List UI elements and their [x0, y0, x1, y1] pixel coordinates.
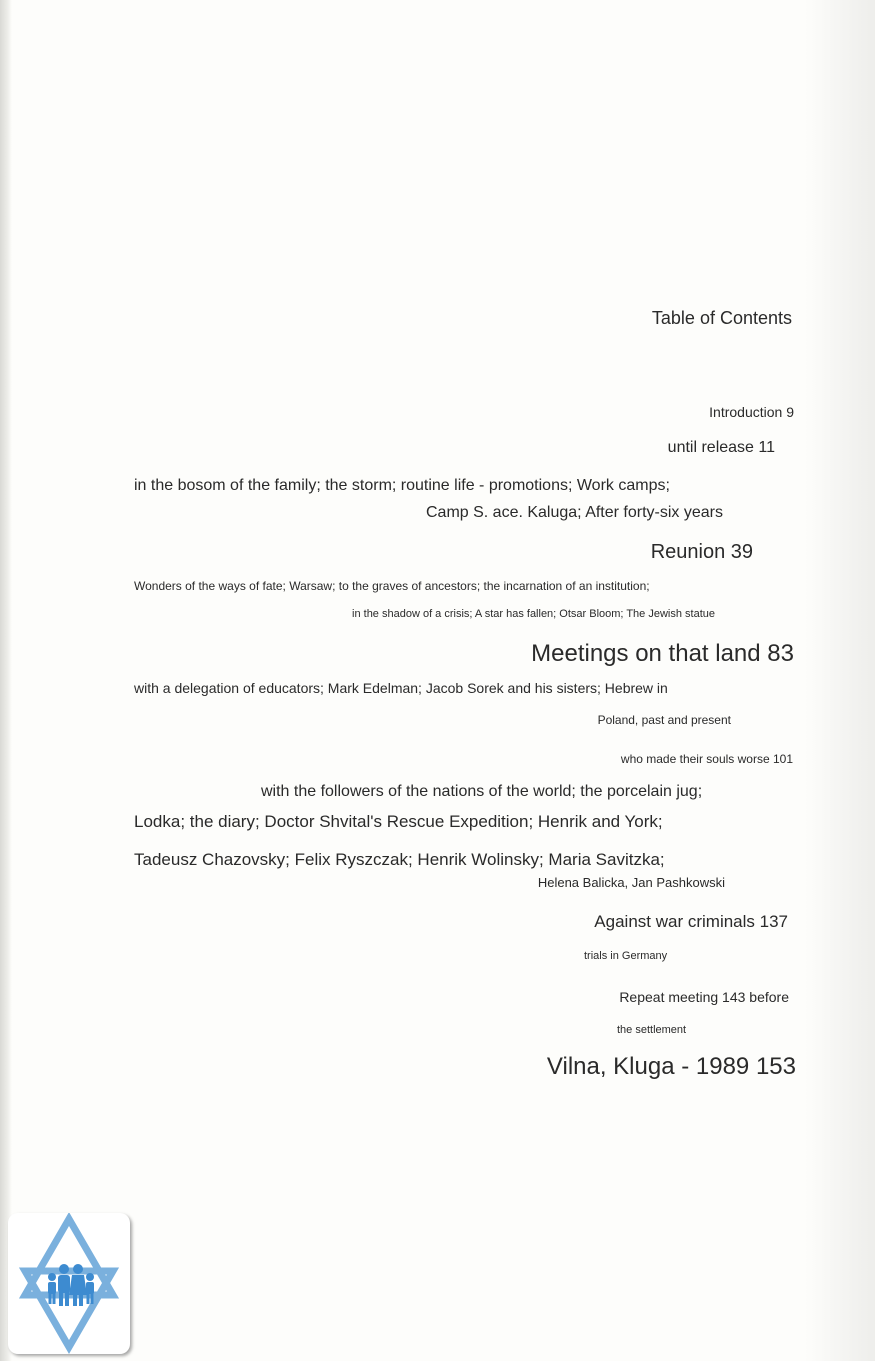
section3-line1: with a delegation of educators; Mark Edelman; Jacob Sorek and his sisters; Hebrew in [134, 680, 668, 696]
toc-title: Table of Contents [651, 308, 792, 328]
section4-line3: Tadeusz Chazovsky; Felix Ryszczak; Henrik Wolinsky; Maria Savitzka; [134, 850, 665, 869]
section6-heading: Repeat meeting 143 before [619, 989, 789, 1005]
section1-line1: in the bosom of the family; the storm; routine life - promotions; Work camps; [134, 477, 670, 494]
section2-line2: in the shadow of a crisis; A star has fallen; Otsar Bloom; The Jewish statue [352, 608, 715, 620]
toc-introduction: Introduction 9 [709, 404, 794, 420]
section4-line2: Lodka; the diary; Doctor Shvital's Rescue Expedition; Henrik and York; [134, 812, 663, 831]
section2-heading: Reunion 39 [650, 541, 753, 563]
section7-heading: Vilna, Kluga - 1989 153 [546, 1053, 796, 1080]
section4-line4: Helena Balicka, Jan Pashkowski [537, 875, 725, 890]
section3-heading: Meetings on that land 83 [531, 640, 794, 667]
section4-heading: who made their souls worse 101 [620, 752, 793, 766]
section1-line2: Camp S. ace. Kaluga; After forty-six years [425, 504, 723, 521]
section2-line1: Wonders of the ways of fate; Warsaw; to the graves of ancestors; the incarnation of an institution; [134, 579, 650, 593]
section1-heading: until release 11 [667, 439, 775, 456]
section3-line2: Poland, past and present [597, 713, 731, 727]
star-of-david-family-icon [8, 1213, 130, 1354]
page-right-shade [805, 0, 875, 1361]
section5-heading: Against war criminals 137 [594, 912, 788, 931]
section5-line1: trials in Germany [584, 950, 668, 962]
section6-line1: the settlement [617, 1024, 687, 1036]
page-binding-edge [0, 0, 12, 1361]
section4-line1: with the followers of the nations of the world; the porcelain jug; [261, 783, 703, 800]
